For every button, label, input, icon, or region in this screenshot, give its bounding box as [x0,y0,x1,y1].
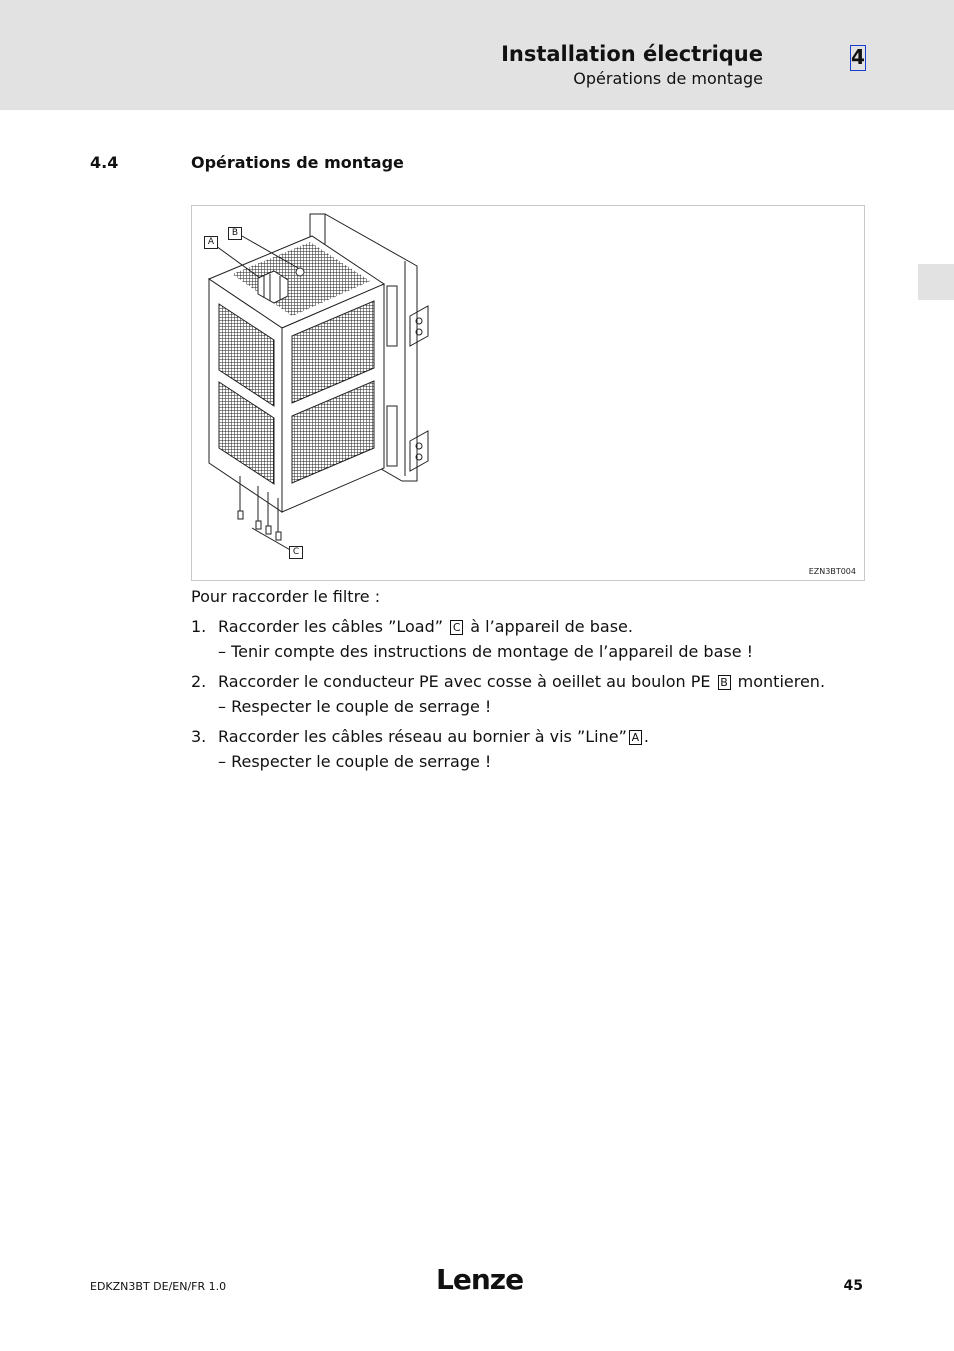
section-title: Opérations de montage [191,153,404,172]
step-3-text-before: Raccorder les câbles réseau au bornier à vis ”Line” [218,727,627,746]
callout-b: B [228,227,242,240]
header-band [0,0,954,110]
step-1-text-after: à l’appareil de base. [470,617,633,636]
step-1-key: C [450,620,463,635]
step-3-number: 3. [191,727,207,746]
step-3-key: A [629,730,642,745]
step-2-text [218,672,825,691]
callout-c: C [289,546,303,559]
step-1-note: – Tenir compte des instructions de montage de l’appareil de base ! [218,642,754,661]
footer-doc-id: EDKZN3BT DE/EN/FR 1.0 [90,1280,227,1293]
step-3-text [218,727,649,746]
step-1-text [218,617,633,636]
step-2-number: 2. [191,672,207,691]
step-2-text-after: montieren. [737,672,826,691]
step-3-note: – Respecter le couple de serrage ! [218,752,492,771]
figure-code: EZN3BT004 [808,567,856,576]
side-tab-marker [918,264,954,300]
chapter-number: 4 [851,45,865,69]
intro-text: Pour raccorder le filtre : [191,587,381,606]
header-subtitle: Opérations de montage [573,69,763,88]
step-2-key: B [718,675,731,690]
step-3-text-after: . [643,727,649,746]
step-2-note: – Respecter le couple de serrage ! [218,697,492,716]
figure-filter-mounting [191,205,865,581]
step-1-number: 1. [191,617,207,636]
page-number: 45 [843,1278,863,1294]
callout-a: A [204,236,218,249]
filter-illustration [192,206,864,580]
section-number: 4.4 [90,153,119,172]
step-1-text-before: Raccorder les câbles ”Load” [218,617,444,636]
step-2-text-before: Raccorder le conducteur PE avec cosse à oeillet au boulon PE [218,672,711,691]
header-title: Installation électrique [501,42,763,66]
lenze-logo: Lenze [436,1263,524,1296]
